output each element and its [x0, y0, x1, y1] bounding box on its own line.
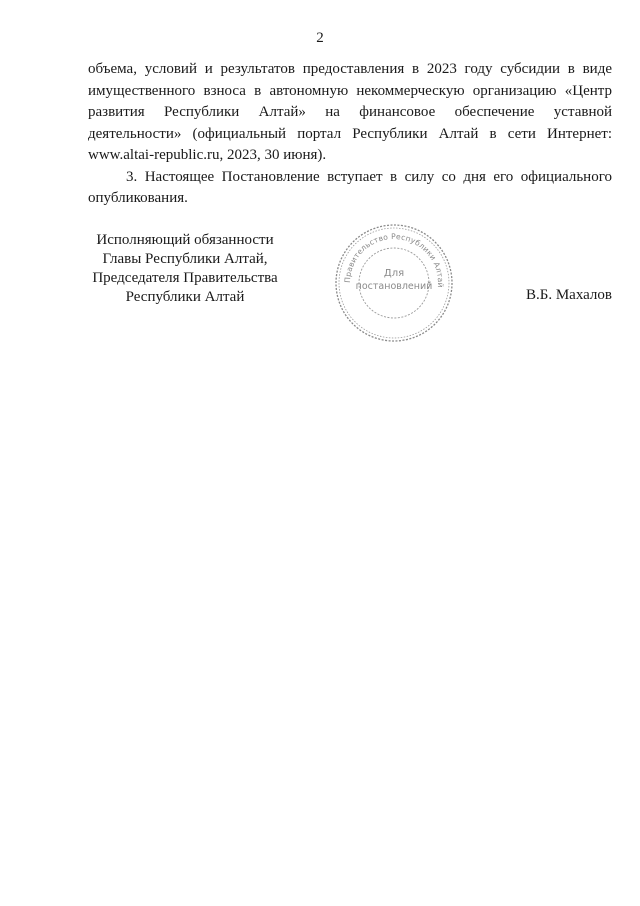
seal-center-line-1: Для — [383, 268, 405, 279]
position-line: Председателя Правительства — [92, 270, 278, 286]
seal-ring-text: Правительство Республики Алтай — [342, 231, 446, 289]
svg-text:Правительство Республики Алтай — [343, 232, 445, 288]
seal-graphic — [332, 221, 456, 345]
paragraph-continuation: объема, условий и результатов предоставления в 2023 году субсидии в виде имущественного взноса в автономную некоммерческую организацию «Центр развития Республики Алтай» на финансовое обеспечение уставной деятельности» (официальный портал Республики Алтай в сети Интернет: www.altai-republic.ru, 2023, 30 июня). — [88, 61, 612, 163]
position-line: Исполняющий обязанности — [96, 232, 274, 248]
paragraph-effective-date: 3. Настоящее Постановление вступает в силу со дня его официального опубликования. — [88, 168, 612, 206]
seal-center-line-2: постановлений — [355, 281, 433, 292]
document-body — [88, 59, 612, 210]
signatory-position — [60, 231, 310, 307]
official-seal-stamp — [332, 221, 456, 345]
position-line: Главы Республики Алтай, — [102, 251, 268, 267]
position-line: Республики Алтай — [125, 289, 245, 305]
page-number: 2 — [316, 30, 324, 46]
signer-name: В.Б. Махалов — [525, 287, 612, 303]
